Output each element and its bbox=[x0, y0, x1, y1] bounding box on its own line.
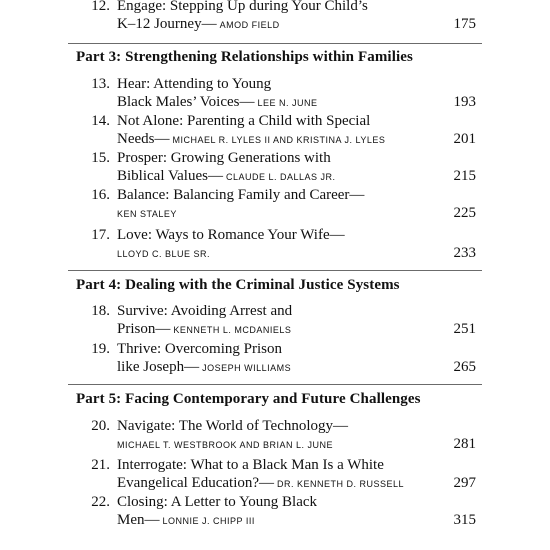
toc-entry-20 bbox=[76, 417, 476, 457]
section-divider bbox=[68, 384, 482, 385]
entry-title-line2 bbox=[117, 130, 385, 149]
entry-title-line1: Love: Ways to Romance Your Wife— bbox=[117, 227, 345, 243]
entry-title-line1: Hear: Attending to Young bbox=[117, 76, 272, 92]
entry-page-number: 175 bbox=[453, 16, 476, 32]
entry-author: DR. KENNETH D. RUSSELL bbox=[277, 479, 405, 489]
toc-entry-19 bbox=[76, 340, 476, 380]
entry-author: AMOD FIELD bbox=[219, 20, 280, 30]
entry-page-number: 297 bbox=[453, 475, 476, 491]
entry-page-number: 251 bbox=[453, 321, 476, 337]
entry-author: LONNIE J. CHIPP III bbox=[162, 516, 255, 526]
entry-title-line1: Interrogate: What to a Black Man Is a White bbox=[117, 457, 384, 473]
entry-title-line2 bbox=[117, 474, 404, 493]
entry-title-line1: Closing: A Letter to Young Black bbox=[117, 494, 318, 510]
entry-number: 19. bbox=[91, 341, 110, 357]
entry-number: 20. bbox=[91, 418, 110, 434]
entry-page-number: 215 bbox=[453, 168, 476, 184]
entry-title-line2 bbox=[117, 435, 333, 454]
entry-title-line2 bbox=[117, 204, 177, 223]
toc-entry-12 bbox=[76, 0, 476, 37]
entry-title-text: Needs— bbox=[117, 131, 170, 147]
entry-author: MICHAEL R. LYLES II AND KRISTINA J. LYLES bbox=[172, 135, 386, 145]
entry-number: 21. bbox=[91, 457, 110, 473]
toc-entry-16 bbox=[76, 186, 476, 226]
entry-title-line2 bbox=[117, 358, 291, 377]
toc-entry-14 bbox=[76, 112, 476, 152]
section-divider bbox=[68, 270, 482, 271]
entry-author: CLAUDE L. DALLAS JR. bbox=[225, 172, 336, 182]
toc-entry-21 bbox=[76, 456, 476, 496]
toc-entry-17 bbox=[76, 226, 476, 266]
entry-title-text: Biblical Values— bbox=[117, 168, 223, 184]
entry-author: KEN STALEY bbox=[117, 209, 177, 219]
toc-entry-22 bbox=[76, 493, 476, 533]
entry-title-text: Prison— bbox=[117, 321, 171, 337]
part-5-heading: Part 5: Facing Contemporary and Future Challenges bbox=[76, 391, 421, 407]
entry-title-line2 bbox=[117, 320, 291, 339]
entry-number: 12. bbox=[91, 0, 110, 14]
entry-number: 15. bbox=[91, 150, 110, 166]
entry-title-line2 bbox=[117, 244, 210, 263]
entry-author: JOSEPH WILLIAMS bbox=[202, 363, 292, 373]
entry-page-number: 281 bbox=[453, 436, 476, 452]
entry-page-number: 193 bbox=[453, 94, 476, 110]
entry-title-line1: Not Alone: Parenting a Child with Special bbox=[117, 113, 371, 129]
entry-author: MICHAEL T. WESTBROOK AND BRIAN L. JUNE bbox=[117, 440, 334, 450]
entry-page-number: 225 bbox=[453, 205, 476, 221]
entry-title-text: Men— bbox=[117, 512, 160, 528]
entry-title-line1: Survive: Avoiding Arrest and bbox=[117, 303, 293, 319]
toc-entry-13 bbox=[76, 75, 476, 115]
entry-page-number: 315 bbox=[453, 512, 476, 528]
entry-title-line2 bbox=[117, 167, 336, 186]
entry-author: KENNETH L. MCDANIELS bbox=[173, 325, 292, 335]
entry-title-line1: Engage: Stepping Up during Your Child’s bbox=[117, 0, 368, 14]
entry-title-line1: Thrive: Overcoming Prison bbox=[117, 341, 282, 357]
entry-page-number: 201 bbox=[453, 131, 476, 147]
entry-title-text: like Joseph— bbox=[117, 359, 200, 375]
entry-page-number: 265 bbox=[453, 359, 476, 375]
entry-title-text: Evangelical Education?— bbox=[117, 475, 275, 491]
entry-title-line1: Prosper: Growing Generations with bbox=[117, 150, 331, 166]
entry-number: 22. bbox=[91, 494, 110, 510]
entry-author: LEE N. JUNE bbox=[257, 98, 318, 108]
entry-author: LLOYD C. BLUE SR. bbox=[117, 249, 211, 259]
entry-title-text: Black Males’ Voices— bbox=[117, 94, 255, 110]
part-3-heading: Part 3: Strengthening Relationships within Families bbox=[76, 49, 413, 65]
section-divider bbox=[68, 43, 482, 44]
entry-number: 13. bbox=[91, 76, 110, 92]
entry-number: 17. bbox=[91, 227, 110, 243]
entry-page-number: 233 bbox=[453, 245, 476, 261]
entry-title-line2 bbox=[117, 511, 255, 530]
entry-title-line2 bbox=[117, 15, 280, 34]
entry-title-line2 bbox=[117, 93, 318, 112]
entry-number: 16. bbox=[91, 187, 110, 203]
entry-number: 14. bbox=[91, 113, 110, 129]
entry-title-line1: Balance: Balancing Family and Career— bbox=[117, 187, 365, 203]
toc-entry-15 bbox=[76, 149, 476, 189]
entry-title-line1: Navigate: The World of Technology— bbox=[117, 418, 349, 434]
entry-title-text: K–12 Journey— bbox=[117, 16, 217, 32]
toc-entry-18 bbox=[76, 302, 476, 342]
part-4-heading: Part 4: Dealing with the Criminal Justice Systems bbox=[76, 277, 400, 293]
entry-number: 18. bbox=[91, 303, 110, 319]
